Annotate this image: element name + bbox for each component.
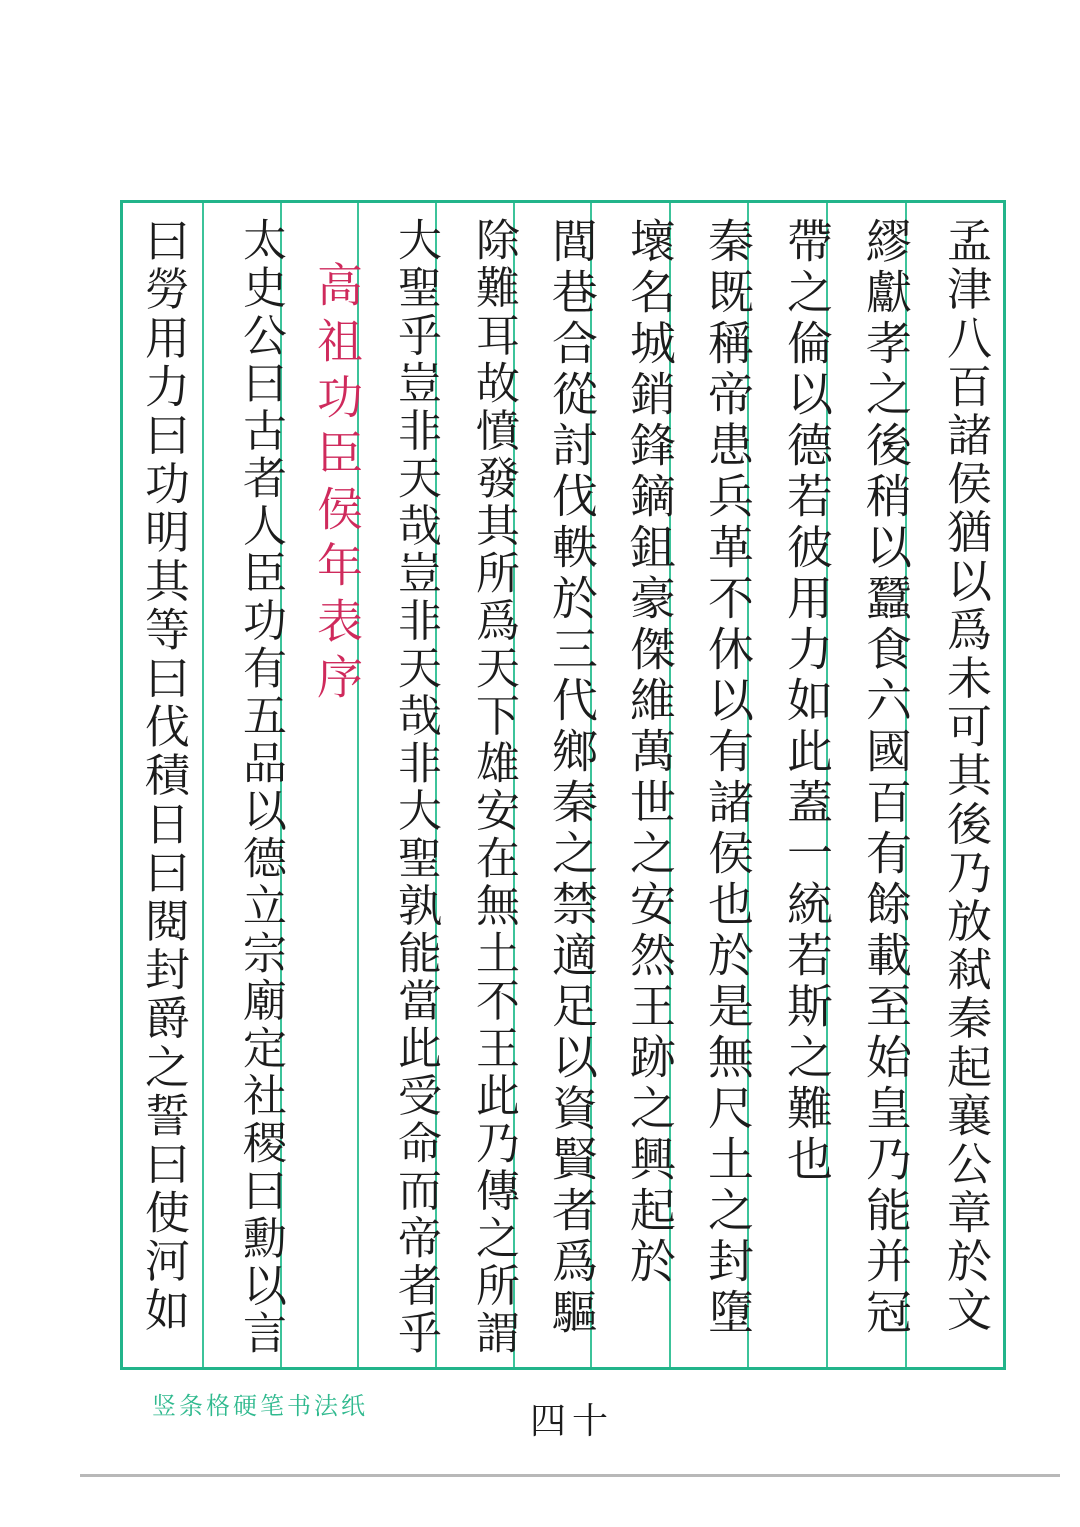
text-column-3 [767, 217, 847, 1367]
column-text: 大聖乎豈非天哉豈非天哉非大聖孰能當此受命而帝者乎 [390, 217, 441, 1358]
text-column-1 [925, 217, 1005, 1367]
text-column-11 [123, 217, 203, 1367]
text-column-10 [220, 217, 300, 1367]
column-text: 孟津八百諸侯猶以爲未可其後乃放弒秦起襄公章於文 [939, 217, 992, 1335]
paper-type-label: 竖条格硬笔书法纸 [152, 1392, 368, 1420]
page-number: 四十 [530, 1401, 615, 1442]
column-text: 帶之倫以德若彼用力如此蓋一統若斯之難也 [780, 217, 834, 1186]
column-text: 曰勞用力曰功明其等曰伐積日曰閱封爵之誓曰使河如 [137, 217, 190, 1335]
text-column-2 [846, 217, 926, 1367]
text-column-8 [375, 217, 455, 1367]
column-text: 秦既稱帝患兵革不休以有諸侯也於是無尺土之封墮 [701, 217, 755, 1339]
text-column-4 [688, 217, 768, 1367]
column-text: 太史公曰古者人臣功有五品以德立宗廟定社稷曰勳以言 [235, 217, 286, 1358]
vertical-ruled-grid [120, 200, 1006, 1370]
column-text: 壞名城銷鋒鏑鉏豪傑維萬世之安然王跡之興起於 [623, 217, 677, 1288]
title-column [297, 217, 377, 1367]
column-text: 繆獻孝之後稍以蠶食六國百有餘載至始皇乃能并冠 [859, 217, 913, 1339]
page-edge-line [80, 1474, 1060, 1477]
text-column-6 [532, 217, 612, 1367]
column-text: 除難耳故憤發其所爲天下雄安在無土不王此乃傳之所謂 [468, 217, 519, 1358]
text-column-7 [453, 217, 533, 1367]
section-title: 高祖功臣侯年表序 [310, 261, 364, 709]
text-column-5 [610, 217, 690, 1367]
column-text: 閭巷合從討伐軼於三代鄉秦之禁適足以資賢者爲驅 [545, 217, 599, 1339]
